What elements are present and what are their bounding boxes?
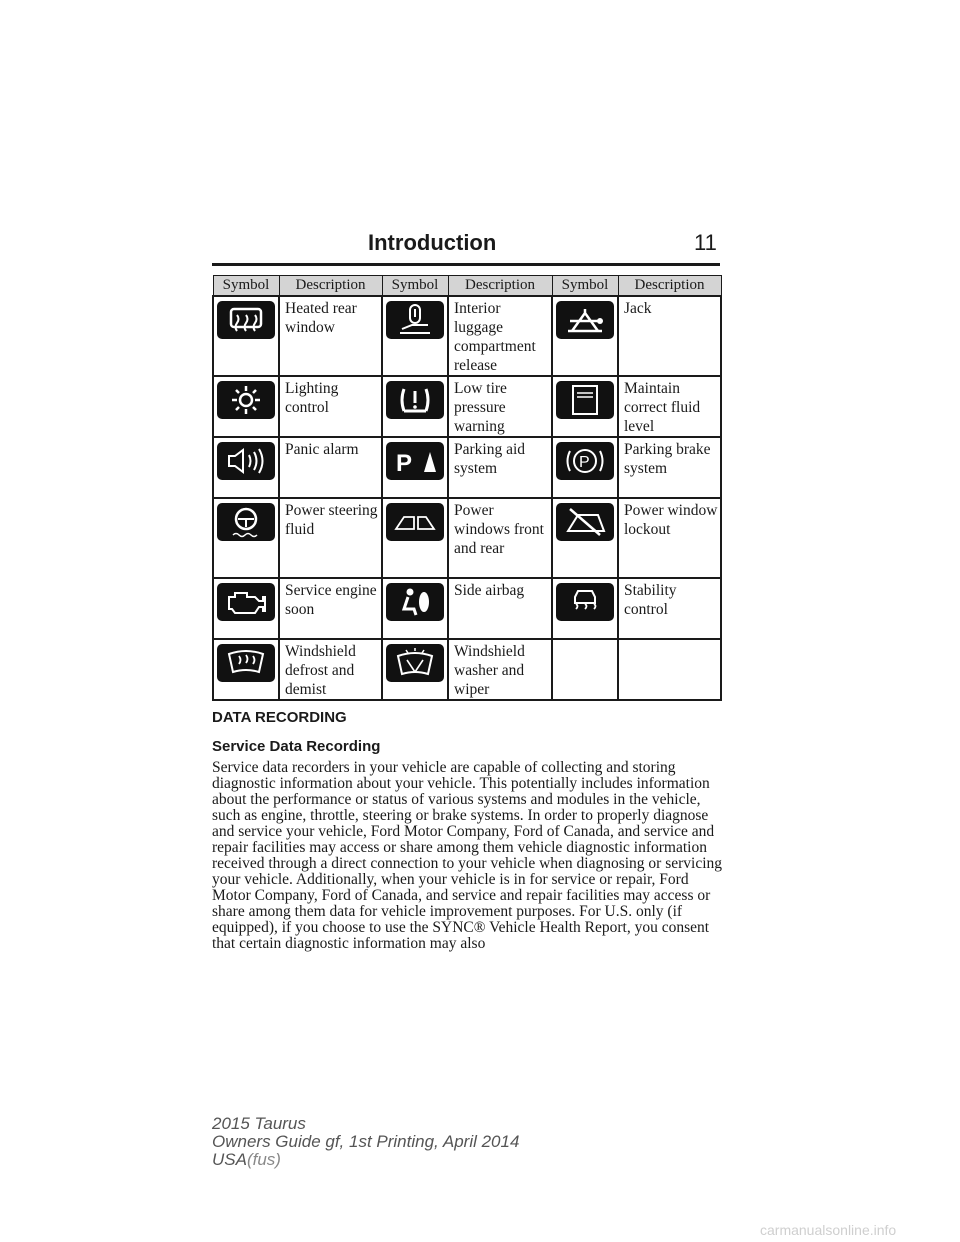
section-heading: DATA RECORDING: [212, 709, 347, 726]
symbol-description: Power steering fluid: [279, 498, 382, 578]
table-row: [213, 498, 721, 578]
table-row: [213, 376, 721, 437]
svg-text:P: P: [579, 454, 590, 471]
stability-control-icon: [556, 583, 614, 621]
side-airbag-icon: [386, 583, 444, 621]
symbol-description: Heated rear window: [279, 296, 382, 376]
symbol-description: Windshield defrost and demist: [279, 639, 382, 700]
symbol-description: Jack: [618, 296, 721, 376]
header-rule: [212, 263, 720, 266]
section-subheading: Service Data Recording: [212, 738, 381, 755]
table-row: [213, 578, 721, 639]
page-number: 11: [694, 230, 717, 255]
document-footer: [212, 1115, 519, 1169]
fluid-level-icon: [556, 381, 614, 419]
interior-luggage-release-icon: [386, 301, 444, 339]
table-row: [213, 296, 721, 376]
parking-aid-icon: [386, 442, 444, 480]
power-steering-fluid-icon: [217, 503, 275, 541]
svg-text:P: P: [396, 450, 413, 477]
empty-cell: [552, 639, 618, 700]
footer-model: 2015 Taurus: [212, 1114, 306, 1133]
body-paragraph: Service data recorders in your vehicle are capable of collecting and storing diagnostic information about your vehicle. This potentially includes information about the performance or status of various systems and modules in the vehicle, such as engine, throttle, steering or brake systems. In order to properly diagnose and service your vehicle, Ford Motor Company, Ford of Canada, and service and repair facilities may access or share among them vehicle diagnostic information received through a direct connection to your vehicle when diagnosing or servicing your vehicle. Additionally, when your vehicle is in for service or repair, Ford Motor Company, Ford of Canada, and service and repair facilities may access or share among them data for vehicle improvement purposes. For U.S. only (if equipped), if you choose to use the SYNC® Vehicle Health Report, you consent that certain diagnostic information may also: [212, 759, 723, 952]
power-windows-icon: [386, 503, 444, 541]
symbol-description: Stability control: [618, 578, 721, 639]
symbol-description: Lighting control: [279, 376, 382, 437]
table-header-row: [213, 276, 721, 297]
symbol-description: Maintain correct fluid level: [618, 376, 721, 437]
parking-brake-icon: [556, 442, 614, 480]
table-row: [213, 437, 721, 498]
empty-cell: [618, 639, 721, 700]
jack-icon: [556, 301, 614, 339]
service-engine-icon: [217, 583, 275, 621]
column-header: Symbol: [213, 276, 279, 297]
column-header: Symbol: [552, 276, 618, 297]
heated-rear-window-icon: [217, 301, 275, 339]
symbol-description: Windshield washer and wiper: [448, 639, 552, 700]
watermark: carmanualsonline.info: [760, 1222, 897, 1238]
footer-region-code: (fus): [246, 1150, 281, 1169]
symbol-description: Power windows front and rear: [448, 498, 552, 578]
page-title: Introduction: [368, 230, 497, 255]
symbol-description: Interior luggage compartment release: [448, 296, 552, 376]
symbol-description: Side airbag: [448, 578, 552, 639]
symbol-description: Service engine soon: [279, 578, 382, 639]
footer-edition: Owners Guide gf, 1st Printing, April 2014: [212, 1132, 520, 1151]
footer-region-main: USA: [212, 1150, 247, 1169]
column-header: Description: [279, 276, 382, 297]
low-tire-pressure-icon: [386, 381, 444, 419]
symbol-description: Parking aid system: [448, 437, 552, 498]
lighting-control-icon: [217, 381, 275, 419]
column-header: Symbol: [382, 276, 448, 297]
page-header: [212, 230, 720, 260]
column-header: Description: [448, 276, 552, 297]
panic-alarm-icon: [217, 442, 275, 480]
footer-region: [212, 1151, 519, 1169]
windshield-washer-icon: [386, 644, 444, 682]
symbol-description: Parking brake system: [618, 437, 721, 498]
symbol-description: Low tire pressure warning: [448, 376, 552, 437]
symbol-description: Panic alarm: [279, 437, 382, 498]
table-row: [213, 639, 721, 700]
symbol-description: Power window lockout: [618, 498, 721, 578]
column-header: Description: [618, 276, 721, 297]
symbol-table: [212, 275, 722, 701]
windshield-defrost-icon: [217, 644, 275, 682]
power-window-lockout-icon: [556, 503, 614, 541]
